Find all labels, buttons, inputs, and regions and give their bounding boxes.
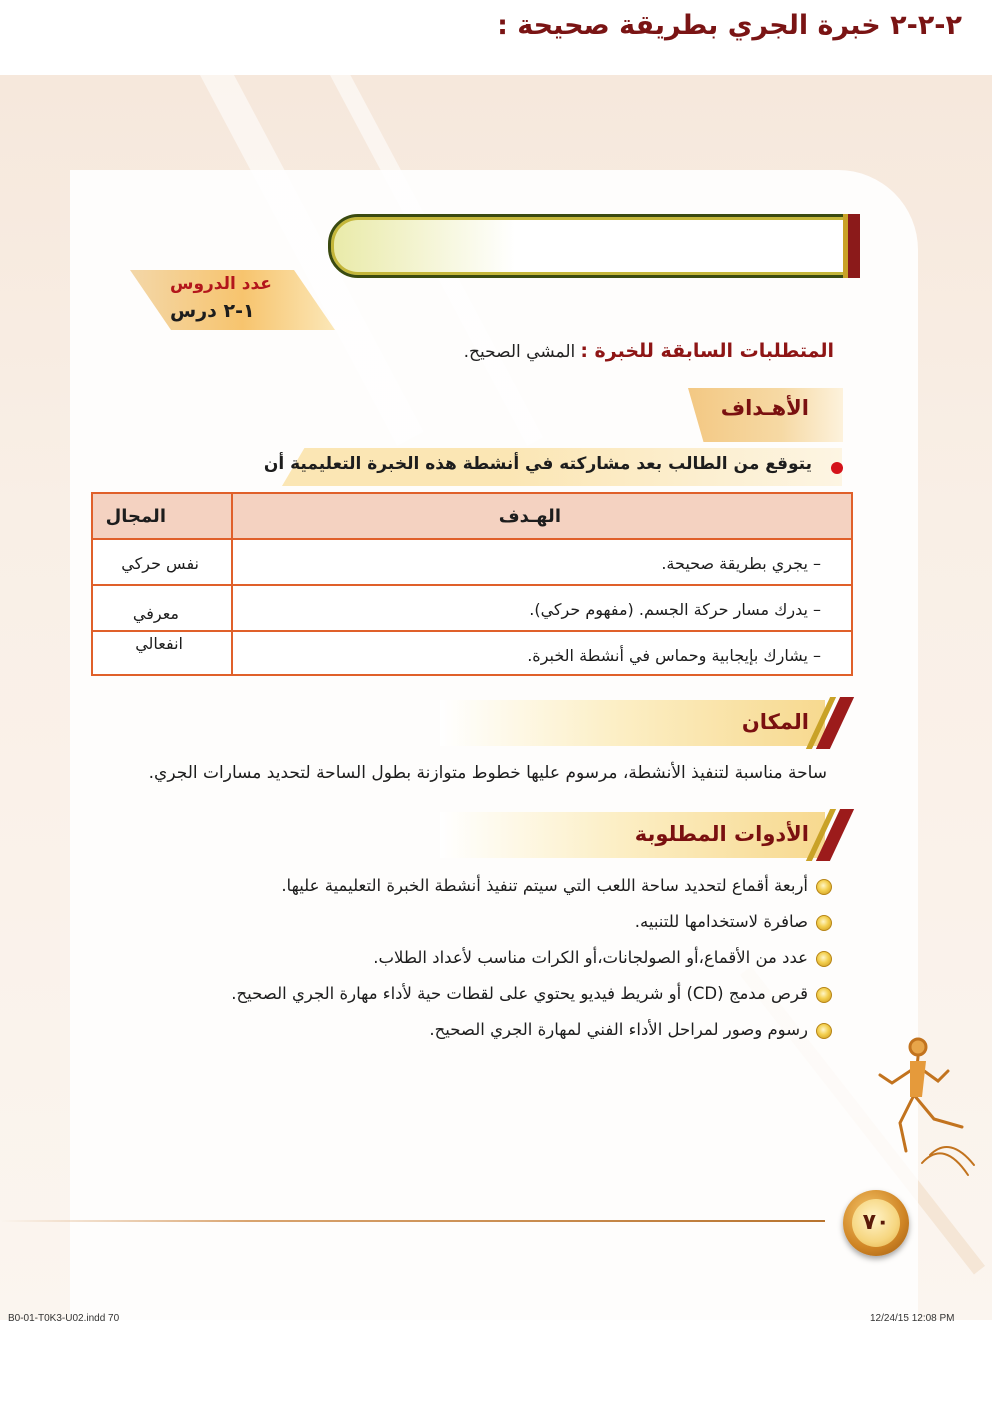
column-header-goal: الهـدف bbox=[498, 506, 561, 527]
runner-icon bbox=[870, 1035, 980, 1185]
objectives-table bbox=[91, 492, 853, 676]
bullet-icon bbox=[816, 987, 832, 1003]
place-text: ساحة مناسبة لتنفيذ الأنشطة، مرسوم عليها خطوط متوازنة بطول الساحة لتحديد مسارات الجري. bbox=[148, 763, 827, 783]
table-row-goal: – يجري بطريقة صحيحة. bbox=[661, 554, 821, 573]
objectives-intro: يتوقع من الطالب بعد مشاركته في أنشطة هذه الخبرة التعليمية أن bbox=[263, 454, 812, 474]
footer-line bbox=[0, 1220, 825, 1222]
bullet-icon bbox=[816, 1023, 832, 1039]
prerequisites bbox=[464, 340, 834, 362]
lessons-value: ١-٢ درس bbox=[170, 300, 255, 322]
slug-date: 12/24/15 12:08 PM bbox=[870, 1313, 955, 1324]
title-banner bbox=[328, 214, 860, 278]
place-heading: المكان bbox=[741, 710, 809, 734]
table-row-domain: انفعالي bbox=[135, 634, 183, 653]
list-item: أربعة أقماع لتحديد ساحة اللعب التي سيتم تنفيذ أنشطة الخبرة التعليمية عليها. bbox=[281, 876, 832, 895]
bullet-icon bbox=[816, 951, 832, 967]
list-item: قرص مدمج (CD) أو شريط فيديو يحتوي على لقطات حية لأداء مهارة الجري الصحيح. bbox=[231, 984, 832, 1003]
table-header bbox=[93, 494, 851, 540]
table-row-domain: معرفي bbox=[132, 604, 179, 623]
table-row-goal: – يشارك بإيجابية وحماس في أنشطة الخبرة. bbox=[527, 646, 821, 665]
bullet-icon bbox=[831, 462, 843, 474]
bullet-icon bbox=[816, 879, 832, 895]
prerequisites-label: المتطلبات السابقة للخبرة : bbox=[580, 340, 834, 362]
table-row-domain: نفس حركي bbox=[121, 554, 199, 573]
list-item: صافرة لاستخدامها للتنبيه. bbox=[635, 912, 832, 931]
table-row-goal: – يدرك مسار حركة الجسم. (مفهوم حركي). bbox=[529, 600, 821, 619]
bullet-icon bbox=[816, 915, 832, 931]
list-item: عدد من الأقماع،أو الصولجانات،أو الكرات مناسب لأعداد الطلاب. bbox=[373, 948, 832, 967]
column-header-domain: المجال bbox=[105, 506, 166, 527]
objectives-heading: الأهـداف bbox=[720, 396, 809, 420]
page-number: ٧٠ bbox=[852, 1199, 900, 1247]
tools-heading: الأدوات المطلوبة bbox=[634, 822, 809, 846]
list-item: رسوم وصور لمراحل الأداء الفني لمهارة الجري الصحيح. bbox=[429, 1020, 832, 1039]
page-title: ٢-٢-٢ خبرة الجري بطريقة صحيحة : bbox=[497, 10, 962, 41]
prerequisites-value: المشي الصحيح. bbox=[463, 342, 576, 362]
slug-file: B0-01-T0K3-U02.indd 70 bbox=[8, 1313, 120, 1324]
lessons-label: عدد الدروس bbox=[170, 274, 272, 294]
